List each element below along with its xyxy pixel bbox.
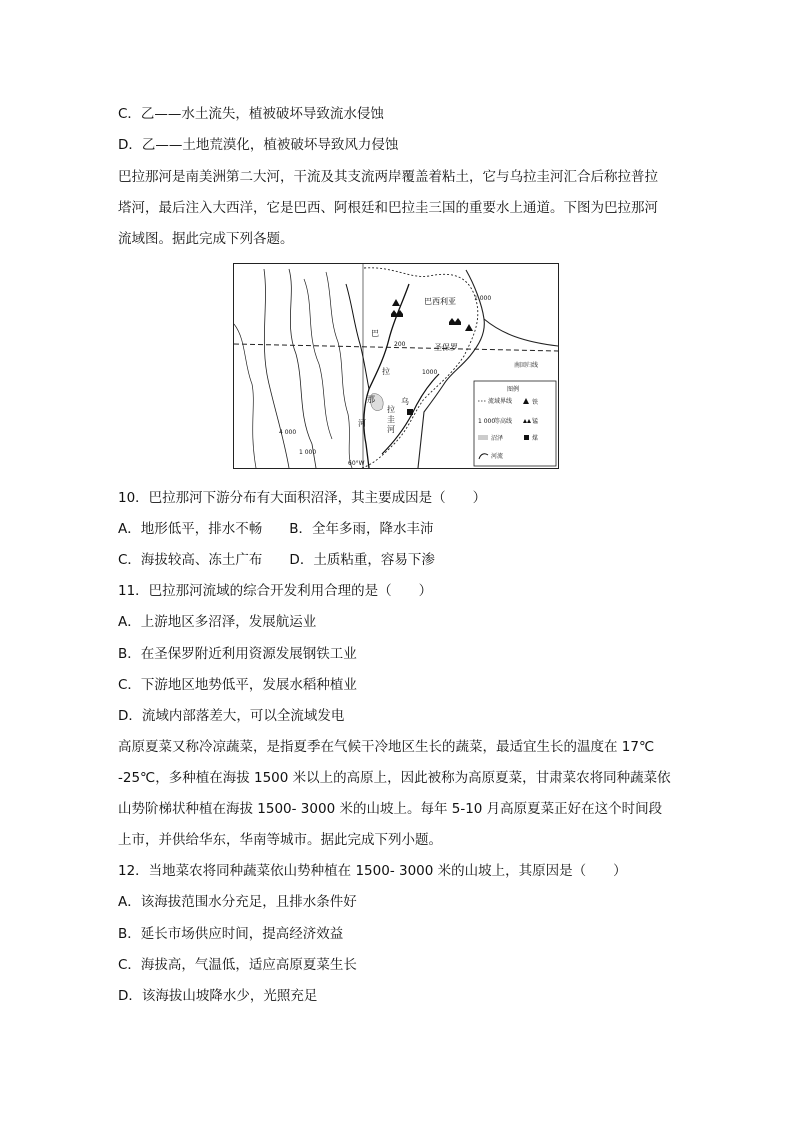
label-na: 那 <box>367 395 375 404</box>
contour-line-1 <box>264 269 289 468</box>
label-4000: 4 000 <box>279 429 297 436</box>
label-wu: 乌 <box>401 397 409 406</box>
q11-option-d: D．流域内部落差大，可以全流域发电 <box>118 708 345 724</box>
map-svg <box>234 264 558 468</box>
label-he: 河 <box>358 419 366 428</box>
legend-contour-val: 1 000 <box>478 418 496 425</box>
q10-stem: 10．巴拉那河下游分布有大面积沼泽，其主要成因是（ ） <box>118 490 487 506</box>
parana-river <box>364 284 409 468</box>
passage2-line3: 山势阶梯状种植在海拔 1500- 3000 米的山坡上。每年 5-10 月高原夏菜正好在这个时间段 <box>118 801 663 817</box>
q12-option-a: A．该海拔范围水分充足，且排水条件好 <box>118 894 357 910</box>
label-1000-sw: 1 000 <box>299 449 317 456</box>
passage2-line4: 上市，并供给华东，华南等城市。据此完成下列小题。 <box>118 832 442 848</box>
q10-options-cd: C．海拔较高、冻土广布 D．土质粘重，容易下渗 <box>118 552 435 568</box>
q12-option-d: D．该海拔山坡降水少，光照充足 <box>118 988 318 1004</box>
label-gui: 圭 <box>387 415 395 424</box>
label-60w: 60°W <box>348 460 365 467</box>
label-la2: 拉 <box>387 405 395 414</box>
contour-line-4 <box>326 272 352 468</box>
legend-title: 图例 <box>507 386 520 393</box>
legend-river: 河流 <box>491 453 504 460</box>
q10-options-ab: A．地形低平，排水不畅 B．全年多雨，降水丰沛 <box>118 521 434 537</box>
legend-coal: 煤 <box>532 435 539 442</box>
parana-basin-map <box>233 263 559 469</box>
label-ba: 巴 <box>371 329 379 338</box>
iron-symbol-2 <box>465 324 473 331</box>
label-1000-mid: 1000 <box>422 369 438 376</box>
q9-option-d: D．乙——土地荒漠化，植被破坏导致风力侵蚀 <box>118 137 399 153</box>
label-brazil-plateau: 巴西利亚 <box>424 297 456 306</box>
legend-manganese: 锰 <box>532 418 539 425</box>
label-sao-paulo: 圣保罗 <box>434 343 458 352</box>
manganese-symbol-2 <box>449 318 461 325</box>
passage1-line1: 巴拉那河是南美洲第二大河，干流及其支流两岸覆盖着粘土，它与乌拉圭河汇合后称拉普拉 <box>118 169 658 185</box>
label-1000-ne: 1 000 <box>474 295 492 302</box>
label-tropic: 南回归线 <box>514 362 539 369</box>
label-200: 200 <box>394 341 406 348</box>
label-la: 拉 <box>382 367 390 376</box>
contour-line-2 <box>289 269 316 468</box>
contour-line-3 <box>304 279 332 439</box>
q12-option-b: B．延长市场供应时间，提高经济效益 <box>118 926 344 942</box>
passage2-line2: -25℃，多种植在海拔 1500 米以上的高原上，因此被称为高原夏菜，甘肃菜农将同种蔬菜依 <box>118 770 671 786</box>
q9-option-c: C．乙——水土流失，植被破坏导致流水侵蚀 <box>118 106 384 122</box>
passage1-line3: 流域图。据此完成下列各题。 <box>118 231 294 247</box>
legend-boundary: 流域界线 <box>488 398 513 405</box>
coastline-north <box>484 319 558 346</box>
iron-symbol-1 <box>392 299 400 306</box>
paraguay-river <box>346 284 369 389</box>
passage2-line1: 高原夏菜又称冷凉蔬菜，是指夏季在气候干冷地区生长的蔬菜，最适宜生长的温度在 17℃ <box>118 739 655 755</box>
contour-line-5 <box>234 324 256 468</box>
legend-contour: 等高线 <box>494 418 513 425</box>
q12-stem: 12．当地菜农将同种蔬菜依山势种植在 1500- 3000 米的山坡上，其原因是（ ） <box>118 863 627 879</box>
q11-stem: 11．巴拉那河流域的综合开发利用合理的是（ ） <box>118 583 433 599</box>
q11-option-b: B．在圣保罗附近利用资源发展钢铁工业 <box>118 646 357 662</box>
passage1-line2: 塔河，最后注入大西洋，它是巴西、阿根廷和巴拉圭三国的重要水上通道。下图为巴拉那河 <box>118 200 658 216</box>
legend-iron: 铁 <box>532 399 539 406</box>
q11-option-c: C．下游地区地势低平，发展水稻种植业 <box>118 677 357 693</box>
q12-option-c: C．海拔高，气温低，适应高原夏菜生长 <box>118 957 357 973</box>
label-he2: 河 <box>387 425 395 434</box>
map-legend <box>474 381 556 466</box>
coal-symbol <box>407 409 413 415</box>
legend-swamp: 沼泽 <box>491 435 504 442</box>
q11-option-a: A．上游地区多沼泽，发展航运业 <box>118 614 317 630</box>
